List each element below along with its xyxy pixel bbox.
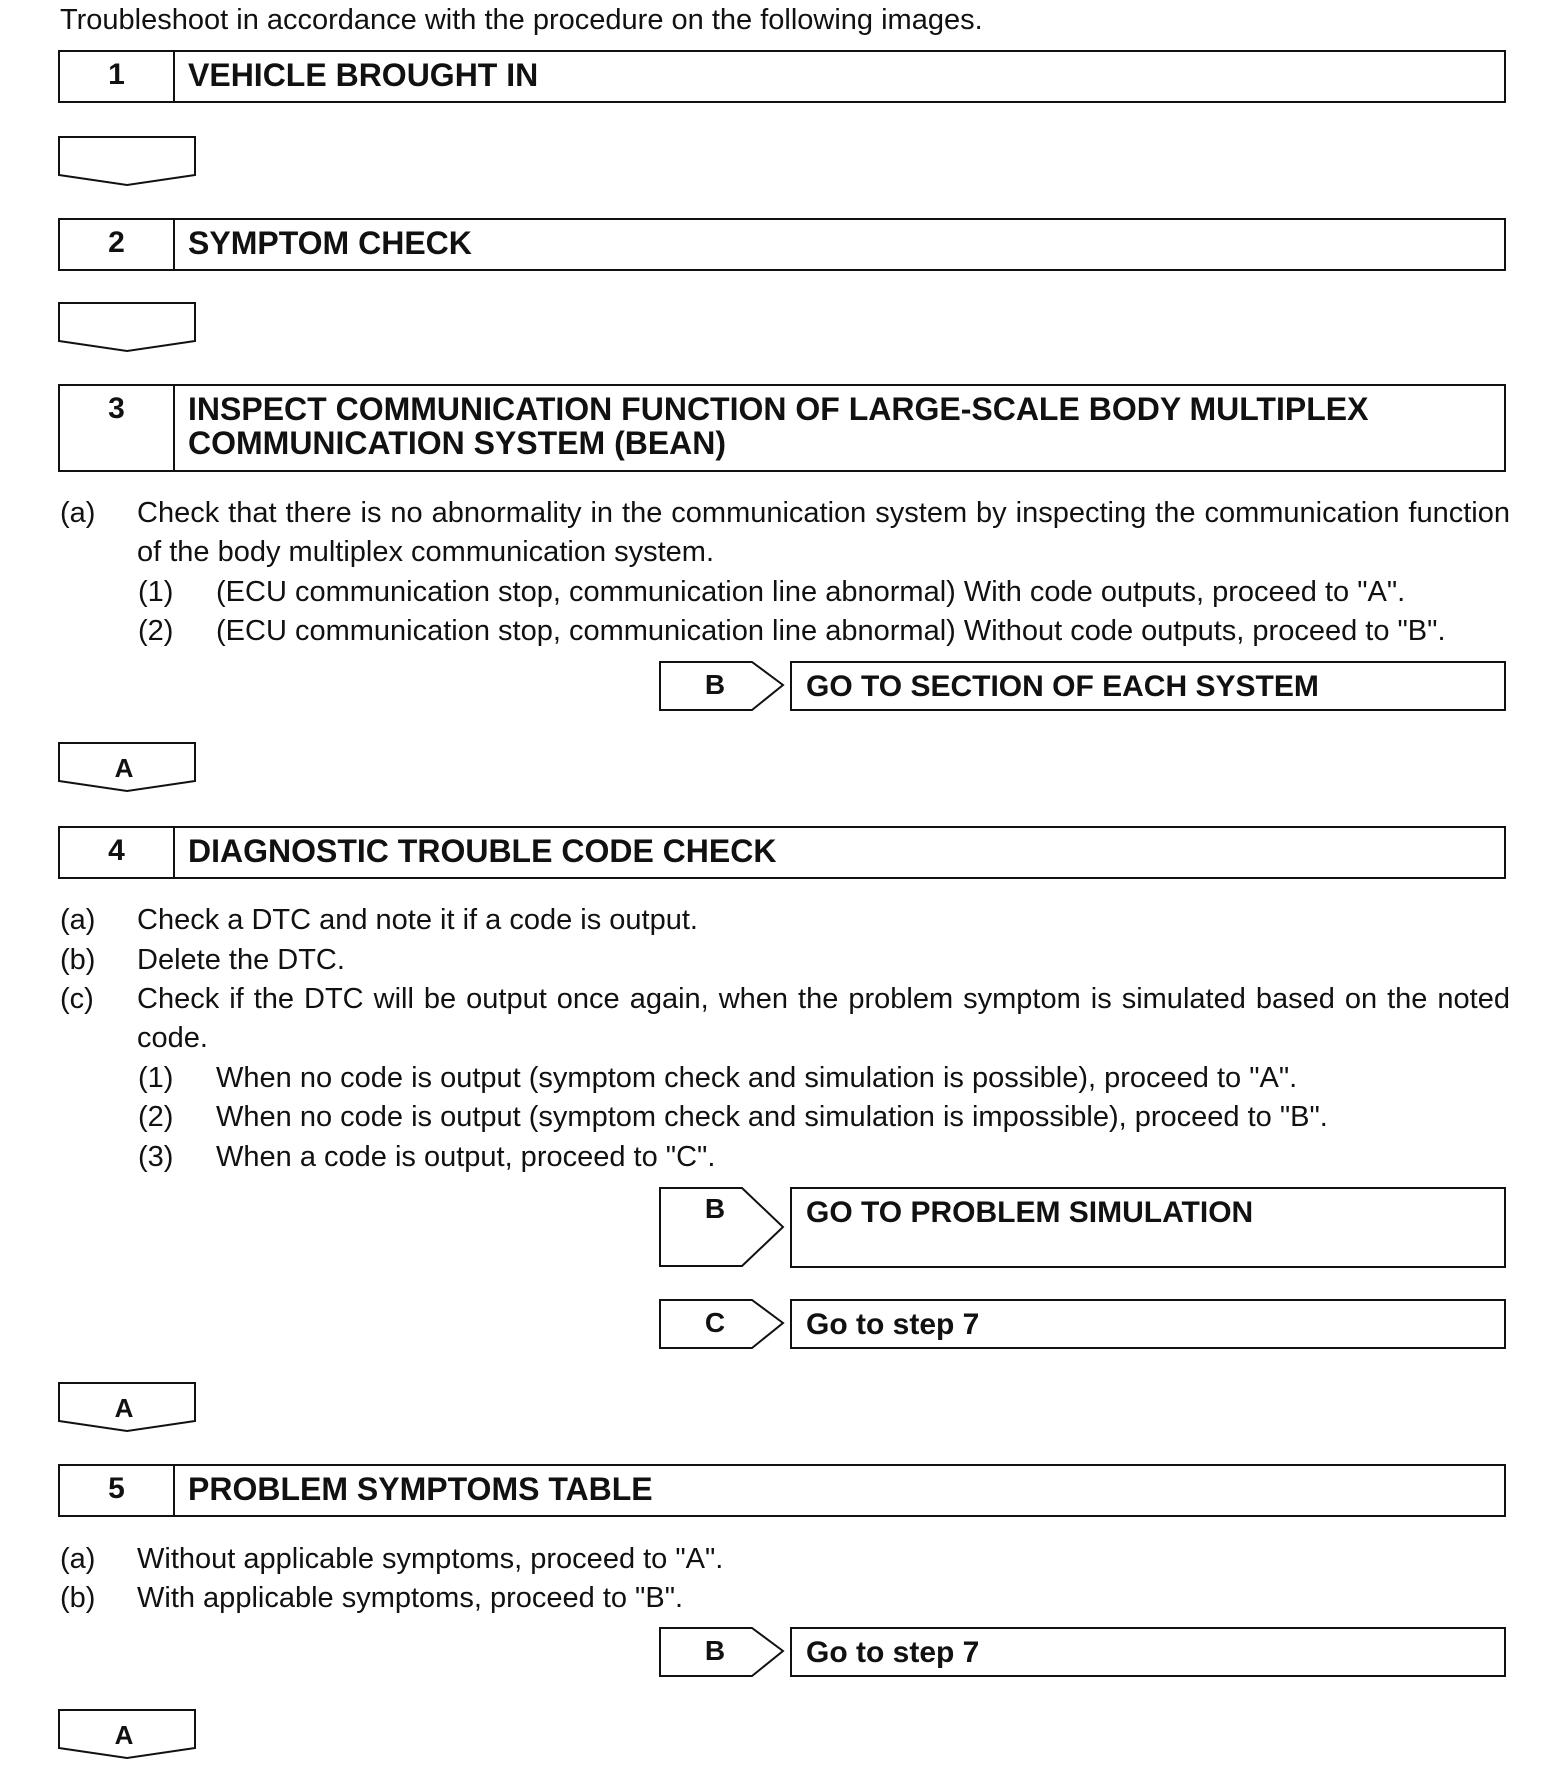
branch-b-result: GO TO PROBLEM SIMULATION <box>790 1187 1506 1268</box>
step-number: 4 <box>60 828 175 877</box>
continue-label: A <box>114 1393 134 1423</box>
step-5-header <box>58 1464 1506 1517</box>
sub-label: (2) <box>138 1101 174 1133</box>
step-title: DIAGNOSTIC TROUBLE CODE CHECK <box>188 833 777 869</box>
item-text: Without applicable symptoms, proceed to "A". <box>137 1543 724 1575</box>
sub-text: When a code is output, proceed to "C". <box>216 1141 716 1173</box>
sub-text: (ECU communication stop, communication line abnormal) Without code outputs, proceed to "B". <box>216 615 1446 647</box>
item-text: Check a DTC and note it if a code is output. <box>137 904 698 936</box>
sub-text: When no code is output (symptom check and simulation is possible), proceed to "A". <box>216 1062 1298 1094</box>
item-label: (a) <box>60 904 96 936</box>
step-number: 2 <box>60 220 175 269</box>
step-number: 5 <box>60 1466 175 1515</box>
item-label: (b) <box>60 944 96 976</box>
item-text: Check that there is no abnormality in the communication system by inspecting the communication function of the body multiplex communication system. <box>137 497 1510 568</box>
continue-arrow-2 <box>58 302 198 354</box>
step-title: SYMPTOM CHECK <box>188 225 472 261</box>
item-text: Check if the DTC will be output once again, when the problem symptom is simulated based on the noted code. <box>137 983 1510 1054</box>
step-4-item-c <box>60 980 1510 1058</box>
branch-b-result: GO TO SECTION OF EACH SYSTEM <box>790 661 1506 711</box>
step-4-header <box>58 826 1506 879</box>
sub-text: When no code is output (symptom check and simulation is impossible), proceed to "B". <box>216 1101 1328 1133</box>
branch-label: B <box>704 1193 726 1224</box>
step-3-header <box>58 384 1506 472</box>
item-text: Delete the DTC. <box>137 944 345 976</box>
step-1-header <box>58 50 1506 103</box>
item-label: (a) <box>60 497 96 529</box>
step-number: 3 <box>60 386 175 470</box>
sub-label: (1) <box>138 1062 174 1094</box>
sub-label: (1) <box>138 576 174 608</box>
branch-c-result: Go to step 7 <box>790 1299 1506 1349</box>
item-text: With applicable symptoms, proceed to "B". <box>137 1582 684 1614</box>
step-number: 1 <box>60 52 175 101</box>
branch-b-result: Go to step 7 <box>790 1627 1506 1677</box>
item-label: (b) <box>60 1582 96 1614</box>
branch-label: C <box>704 1307 726 1338</box>
step-title: VEHICLE BROUGHT IN <box>188 57 539 93</box>
step-title: INSPECT COMMUNICATION FUNCTION OF LARGE-SCALE BODY MULTIPLEX COMMUNICATION SYSTEM (BEAN) <box>188 391 1369 461</box>
continue-label: A <box>114 753 134 783</box>
step-2-header <box>58 218 1506 271</box>
branch-label: B <box>704 669 726 700</box>
intro-text: Troubleshoot in accordance with the procedure on the following images. <box>60 4 983 36</box>
sub-text: (ECU communication stop, communication line abnormal) With code outputs, proceed to "A". <box>216 576 1406 608</box>
sub-label: (2) <box>138 615 174 647</box>
branch-label: B <box>704 1635 726 1666</box>
sub-label: (3) <box>138 1141 174 1173</box>
continue-label: A <box>114 1720 134 1750</box>
step-3-item-a <box>60 494 1510 572</box>
step-title: PROBLEM SYMPTOMS TABLE <box>188 1471 653 1507</box>
item-label: (a) <box>60 1543 96 1575</box>
item-label: (c) <box>60 983 94 1015</box>
continue-arrow-1 <box>58 136 198 188</box>
